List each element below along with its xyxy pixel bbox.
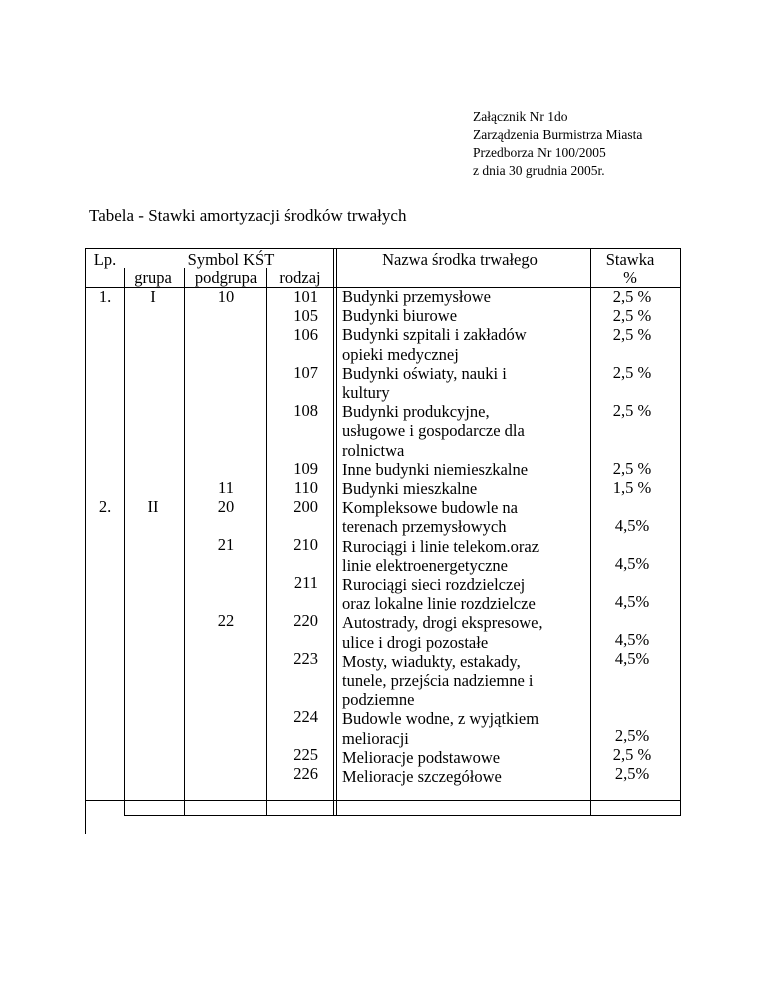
col-divider-podgrupa [266, 268, 267, 816]
rodzaj-cell: 108 [293, 401, 318, 420]
table-rule-bottom-2 [125, 815, 681, 816]
name-cell: Kompleksowe budowle na [342, 498, 518, 518]
header-symbol: Symbol KŚT [187, 250, 275, 269]
podgrupa-cell: 10 [217, 287, 235, 306]
col-divider-rodzaj [333, 248, 334, 816]
rate-cell: 4,5% [614, 649, 650, 668]
rate-cell: 1,5 % [612, 478, 652, 497]
header-grupa: grupa [134, 268, 172, 287]
grupa-cell: II [147, 497, 159, 516]
rate-cell: 2,5 % [612, 401, 652, 420]
rodzaj-cell: 224 [293, 707, 318, 726]
table-border-top [85, 248, 681, 249]
rate-cell: 2,5 % [612, 363, 652, 382]
lp-cell: 1. [98, 287, 112, 306]
rate-cell: 2,5 % [612, 325, 652, 344]
rate-cell: 2,5 % [612, 306, 652, 325]
header-podgrupa: podgrupa [194, 268, 258, 287]
rodzaj-cell: 210 [293, 535, 318, 554]
name-cell: melioracji [342, 728, 409, 748]
header-lp: Lp. [93, 250, 117, 269]
name-cell: oraz lokalne linie rozdzielcze [342, 594, 536, 614]
note-line-3: Przedborza Nr 100/2005 [473, 145, 606, 160]
col-divider-nazwa [336, 248, 337, 816]
name-cell: Autostrady, drogi ekspresowe, [342, 613, 543, 633]
name-cell: Budowle wodne, z wyjątkiem [342, 709, 540, 729]
col-divider-stawka [590, 248, 591, 816]
name-cell: Budynki biurowe [342, 306, 458, 326]
rodzaj-cell: 211 [293, 573, 318, 592]
rodzaj-cell: 107 [293, 363, 318, 382]
rodzaj-cell: 225 [293, 745, 318, 764]
rate-cell: 4,5% [614, 592, 650, 611]
name-cell: Rurociągi i linie telekom.oraz [342, 536, 540, 556]
rodzaj-cell: 105 [293, 306, 318, 325]
name-cell: Melioracje podstawowe [342, 747, 501, 767]
header-stawka-unit: % [623, 268, 637, 287]
col-divider-grupa [184, 268, 185, 816]
name-cell: Inne budynki niemieszkalne [342, 459, 529, 479]
table-rule-bottom-1 [85, 800, 681, 801]
rate-cell: 2,5 % [612, 745, 652, 764]
rodzaj-cell: 200 [293, 497, 318, 516]
name-cell: Budynki szpitali i zakładów [342, 325, 527, 345]
rate-cell: 2,5% [614, 764, 650, 783]
rodzaj-cell: 226 [293, 764, 318, 783]
rate-cell: 2,5% [614, 726, 650, 745]
lp-cell: 2. [98, 497, 112, 516]
podgrupa-cell: 21 [217, 535, 235, 554]
podgrupa-cell: 20 [217, 497, 235, 516]
rate-cell: 4,5% [614, 554, 650, 573]
name-cell: Budynki produkcyjne, [342, 402, 490, 422]
name-cell: Budynki przemysłowe [342, 287, 491, 306]
rodzaj-cell: 223 [293, 649, 318, 668]
name-cell: kultury [342, 383, 390, 402]
col-divider-lp [124, 268, 125, 816]
name-cell: Mosty, wiadukty, estakady, [342, 651, 521, 671]
rate-cell: 4,5% [614, 630, 650, 649]
rodzaj-cell: 106 [293, 325, 318, 344]
note-line-4: z dnia 30 grudnia 2005r. [473, 163, 605, 178]
name-cell: Budynki oświaty, nauki i [342, 363, 507, 383]
name-cell: Melioracje szczegółowe [342, 767, 502, 786]
rodzaj-cell: 220 [293, 611, 318, 630]
name-cell: rolnictwa [342, 440, 405, 460]
rodzaj-cell: 110 [293, 478, 318, 497]
name-cell: Rurociągi sieci rozdzielczej [342, 575, 526, 594]
name-cell: tunele, przejścia nadziemne i [342, 671, 534, 690]
rate-cell: 4,5% [614, 516, 650, 535]
header-rodzaj: rodzaj [279, 268, 321, 287]
note-line-2: Zarządzenia Burmistrza Miasta [473, 127, 643, 142]
rate-cell: 2,5 % [612, 459, 652, 478]
table-border-left [85, 248, 86, 834]
table-title: Tabela - Stawki amortyzacji środków trwałych [89, 206, 407, 225]
name-cell: linie elektroenergetyczne [342, 555, 508, 575]
header-nazwa: Nazwa środka trwałego [382, 250, 538, 269]
header-stawka: Stawka [605, 250, 655, 269]
note-line-1: Załącznik Nr 1do [473, 109, 568, 124]
name-cell: ulice i drogi pozostałe [342, 632, 489, 652]
name-cell: Budynki mieszkalne [342, 479, 478, 498]
rodzaj-cell: 109 [293, 459, 318, 478]
name-cell: terenach przemysłowych [342, 517, 507, 537]
podgrupa-cell: 11 [218, 478, 234, 497]
name-cell: podziemne [342, 690, 415, 710]
rate-cell: 2,5 % [612, 287, 652, 306]
table-border-right [680, 248, 681, 816]
grupa-cell: I [150, 287, 156, 306]
rodzaj-cell: 101 [293, 287, 318, 306]
name-cell: usługowe i gospodarcze dla [342, 421, 525, 441]
name-cell: opieki medycznej [342, 344, 459, 364]
podgrupa-cell: 22 [217, 611, 235, 630]
